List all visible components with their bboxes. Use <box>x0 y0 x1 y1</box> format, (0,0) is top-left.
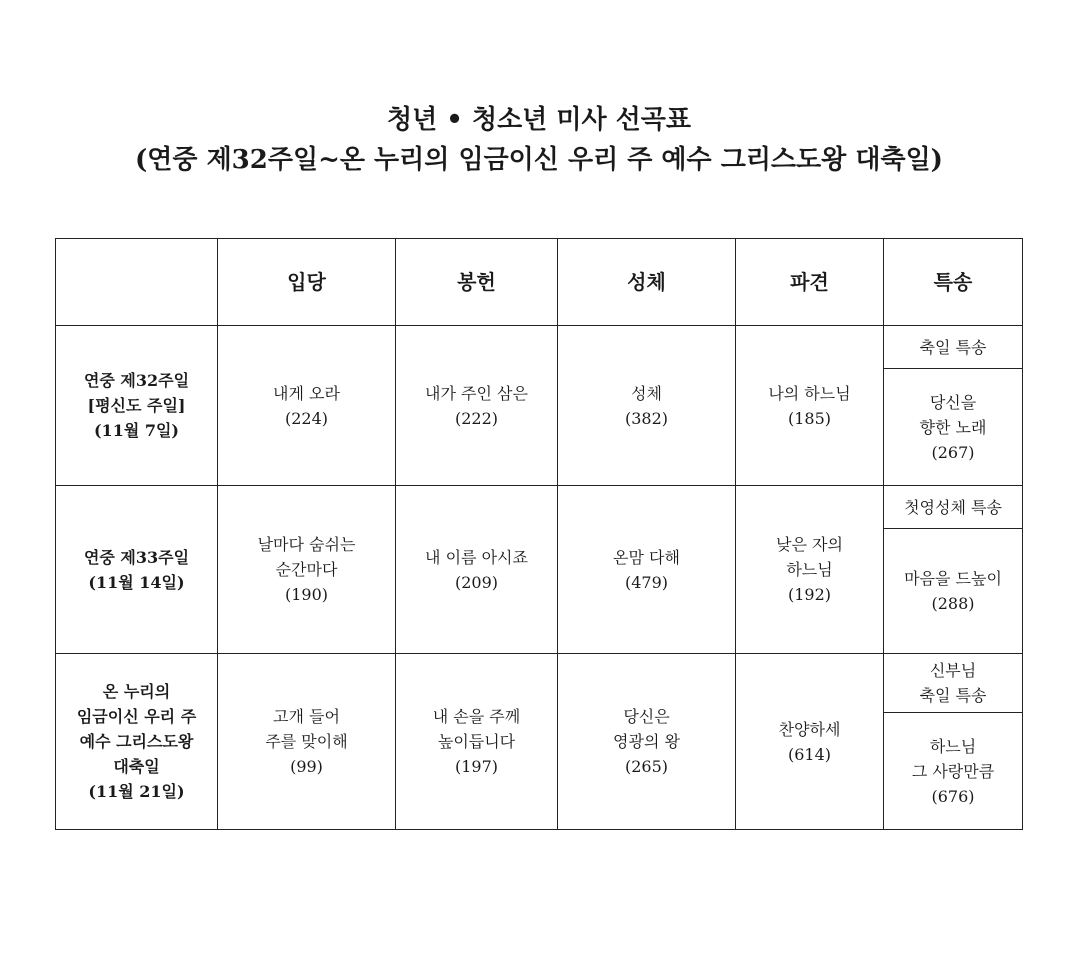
song-line: 성체 <box>631 383 662 403</box>
document-title <box>0 100 1078 180</box>
special-title: 신부님 <box>929 661 977 680</box>
song-line: 마음을 드높이 <box>904 569 1002 588</box>
day-line: 대축일 <box>113 757 160 776</box>
special-title-cell <box>884 654 1023 713</box>
day-line: 연중 제32주일 <box>83 371 190 390</box>
dismissal-cell <box>736 654 884 830</box>
song-number: (288) <box>931 594 975 613</box>
communion-cell <box>558 326 736 486</box>
day-cell <box>56 654 218 830</box>
column-header-special: 특송 <box>884 239 1023 326</box>
day-line: [평신도 주일] <box>87 396 186 415</box>
song-line: 주를 맞이해 <box>265 732 348 751</box>
table-header-row <box>56 239 1023 326</box>
song-line: 높이듭니다 <box>437 732 516 751</box>
day-line: (11월 21일) <box>88 782 185 801</box>
song-number: (479) <box>624 572 669 592</box>
song-number: (185) <box>787 408 832 428</box>
dismissal-cell <box>736 486 884 654</box>
song-number: (222) <box>454 408 499 428</box>
special-title-cell <box>884 326 1023 369</box>
song-schedule-table <box>55 238 1023 830</box>
song-line: 내게 오라 <box>273 383 340 403</box>
special-title: 축일 특송 <box>919 686 987 705</box>
day-line: 온 누리의 <box>102 682 171 701</box>
song-line: 순간마다 <box>275 560 338 579</box>
title-line-1: 청년 • 청소년 미사 선곡표 <box>387 105 691 135</box>
dismissal-cell <box>736 326 884 486</box>
song-line: 내 이름 아시죠 <box>425 547 528 567</box>
day-cell <box>56 326 218 486</box>
special-title-cell <box>884 486 1023 529</box>
song-line: 당신을 <box>929 392 977 412</box>
table-row <box>56 486 1023 529</box>
song-line: 내 손을 주께 <box>432 707 521 726</box>
day-line: 임금이신 우리 주 <box>76 707 197 726</box>
song-number: (197) <box>454 757 499 776</box>
special-song-cell <box>884 369 1023 486</box>
song-number: (192) <box>787 585 832 604</box>
table-row <box>56 654 1023 713</box>
song-line: 하느님 <box>929 736 977 756</box>
day-line: 연중 제33주일 <box>83 547 190 567</box>
song-line: 내가 주인 삼은 <box>425 383 528 403</box>
column-header-offertory: 봉헌 <box>396 239 558 326</box>
song-line: 영광의 왕 <box>613 732 680 751</box>
song-line: 향한 노래 <box>919 417 987 437</box>
entrance-cell <box>218 486 396 654</box>
song-line: 나의 하느님 <box>768 383 851 403</box>
entrance-cell <box>218 654 396 830</box>
communion-cell <box>558 654 736 830</box>
day-line: (11월 14일) <box>88 572 185 592</box>
song-line: 온맘 다해 <box>613 547 680 567</box>
song-number: (99) <box>290 757 323 776</box>
title-line-2: (연중 제32주일~온 누리의 임금이신 우리 주 예수 그리스도왕 대축일) <box>134 145 943 175</box>
song-number: (190) <box>284 585 329 604</box>
special-song-cell <box>884 529 1023 654</box>
song-line: 당신은 <box>623 707 670 726</box>
song-line: 그 사랑만큼 <box>911 761 995 781</box>
day-line: 예수 그리스도왕 <box>79 732 194 751</box>
day-line: (11월 7일) <box>93 421 180 440</box>
offertory-cell <box>396 654 558 830</box>
entrance-cell <box>218 326 396 486</box>
song-number: (614) <box>787 744 832 764</box>
offertory-cell <box>396 326 558 486</box>
song-line: 날마다 숨쉬는 <box>257 535 356 554</box>
column-header-dismissal: 파견 <box>736 239 884 326</box>
offertory-cell <box>396 486 558 654</box>
song-number: (267) <box>931 442 975 462</box>
column-header-empty <box>56 239 218 326</box>
special-song-cell <box>884 713 1023 830</box>
column-header-entrance: 입당 <box>218 239 396 326</box>
table-row <box>56 326 1023 369</box>
column-header-communion: 성체 <box>558 239 736 326</box>
special-title: 축일 특송 <box>919 337 987 357</box>
song-line: 하느님 <box>786 560 833 579</box>
song-line: 찬양하세 <box>778 719 841 739</box>
song-line: 낮은 자의 <box>776 535 843 554</box>
song-number: (209) <box>454 572 499 592</box>
song-number: (224) <box>284 408 329 428</box>
song-line: 고개 들어 <box>273 707 340 726</box>
song-number: (382) <box>624 408 669 428</box>
song-number: (265) <box>624 757 669 776</box>
special-title: 첫영성체 특송 <box>904 497 1002 517</box>
day-cell <box>56 486 218 654</box>
communion-cell <box>558 486 736 654</box>
song-number: (676) <box>931 786 975 806</box>
